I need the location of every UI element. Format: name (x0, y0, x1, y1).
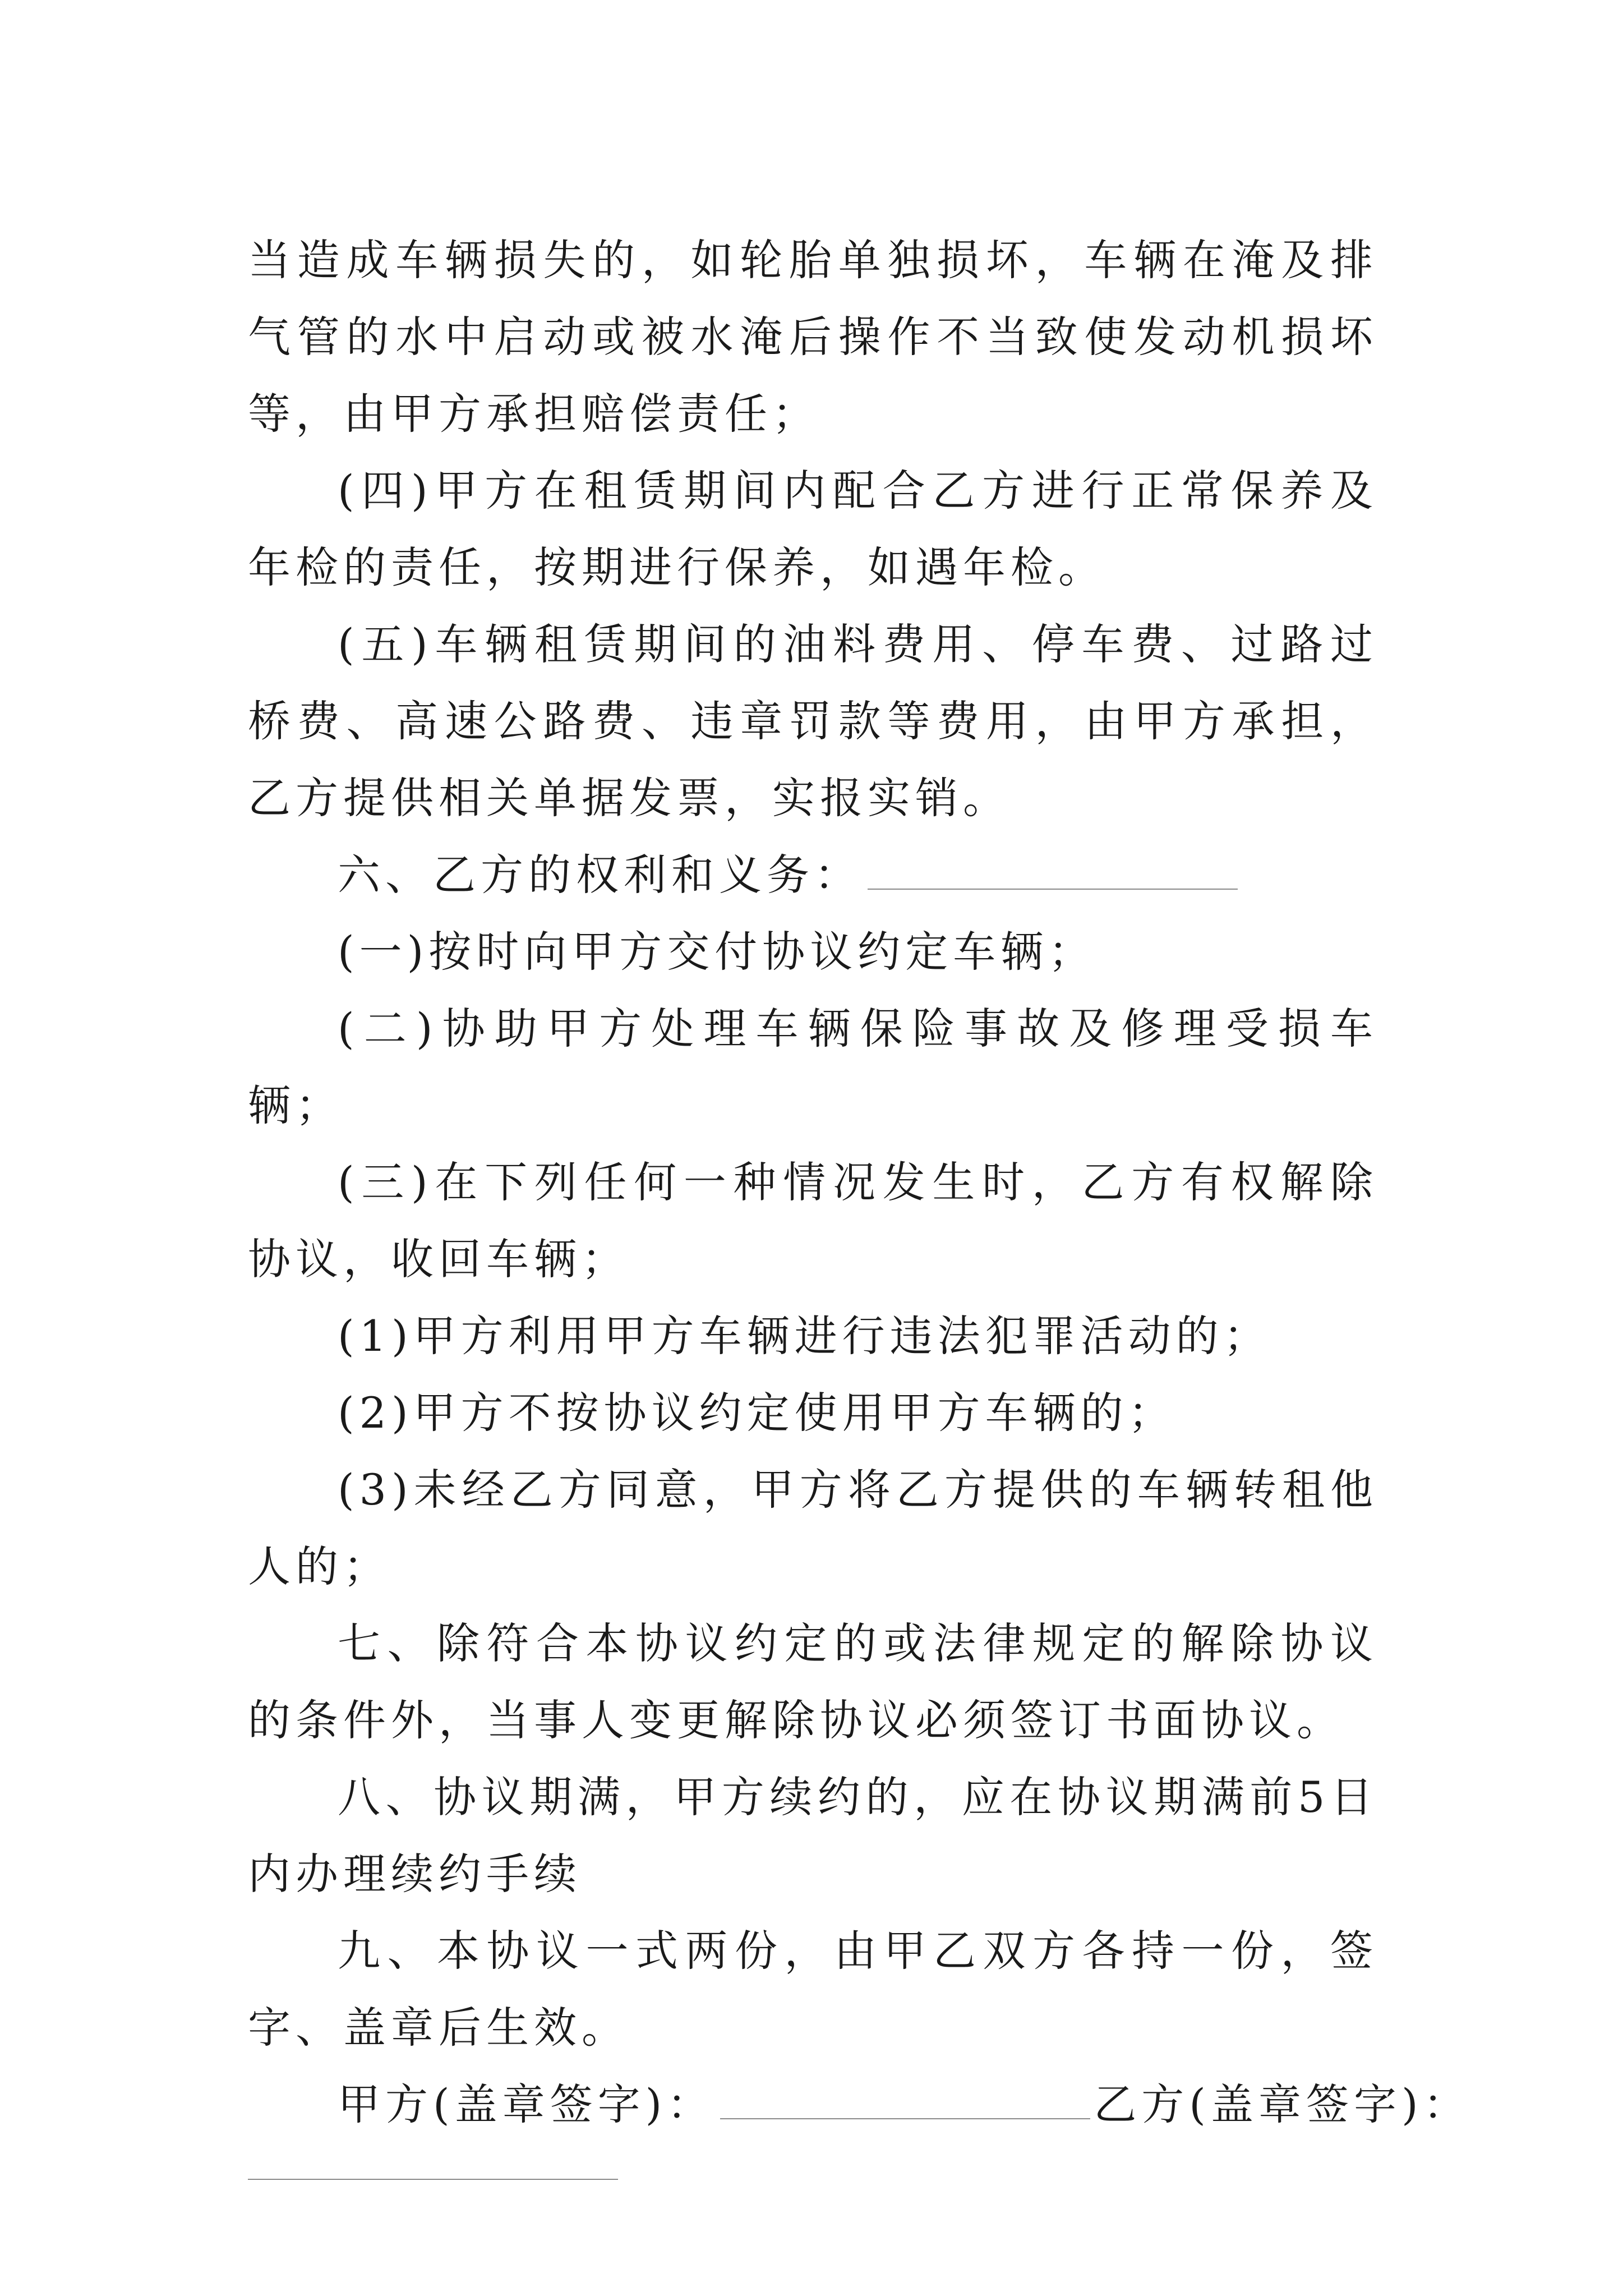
party-a-signature-label: 甲方(盖章签字)： (338, 2079, 715, 2129)
party-b-signature-blank (248, 2143, 618, 2180)
document-body (248, 222, 1471, 2180)
section-6-heading-line (248, 836, 1378, 913)
paragraph-clause-5-4: (四)甲方在租赁期间内配合乙方进行正常保养及年检的责任，按期进行保养，如遇年检。 (248, 466, 1378, 592)
paragraph-section-7: 七、除符合本协议约定的或法律规定的解除协议的条件外，当事人变更解除协议必须签订书面协议。 (248, 1618, 1378, 1745)
paragraph-clause-6-1: (一)按时向甲方交付协议约定车辆； (338, 927, 1096, 977)
section-6-heading: 六、乙方的权利和义务： (338, 850, 862, 900)
signature-line (248, 2066, 1471, 2143)
paragraph-section-8: 八、协议期满，甲方续约的，应在协议期满前5日内办理续约手续 (248, 1772, 1378, 1899)
party-a-signature-blank (720, 2085, 1090, 2119)
paragraph-sub-1: (1)甲方利用甲方车辆进行违法犯罪活动的； (338, 1311, 1271, 1361)
paragraph-sub-2: (2)甲方不按协议约定使用甲方车辆的； (338, 1388, 1176, 1438)
party-b-signature-label: 乙方(盖章签字)： (1094, 2079, 1471, 2129)
fill-in-blank-line (868, 855, 1238, 890)
paragraph-sub-3: (3)未经乙方同意，甲方将乙方提供的车辆转租他人的； (248, 1465, 1378, 1591)
paragraph-clause-6-3: (三)在下列任何一种情况发生时，乙方有权解除协议，收回车辆； (248, 1157, 1378, 1284)
paragraph-continuation: 当造成车辆损失的，如轮胎单独损坏，车辆在淹及排气管的水中启动或被水淹后操作不当致使发动机损坏等，由甲方承担赔偿责任； (248, 235, 1378, 439)
paragraph-clause-5-5: (五)车辆租赁期间的油料费用、停车费、过路过桥费、高速公路费、违章罚款等费用，由甲方承担，乙方提供相关单据发票，实报实销。 (248, 619, 1378, 823)
paragraph-section-9: 九、本协议一式两份，由甲乙双方各持一份，签字、盖章后生效。 (248, 1926, 1378, 2053)
paragraph-clause-6-2: (二)协助甲方处理车辆保险事故及修理受损车辆； (248, 1004, 1378, 1130)
